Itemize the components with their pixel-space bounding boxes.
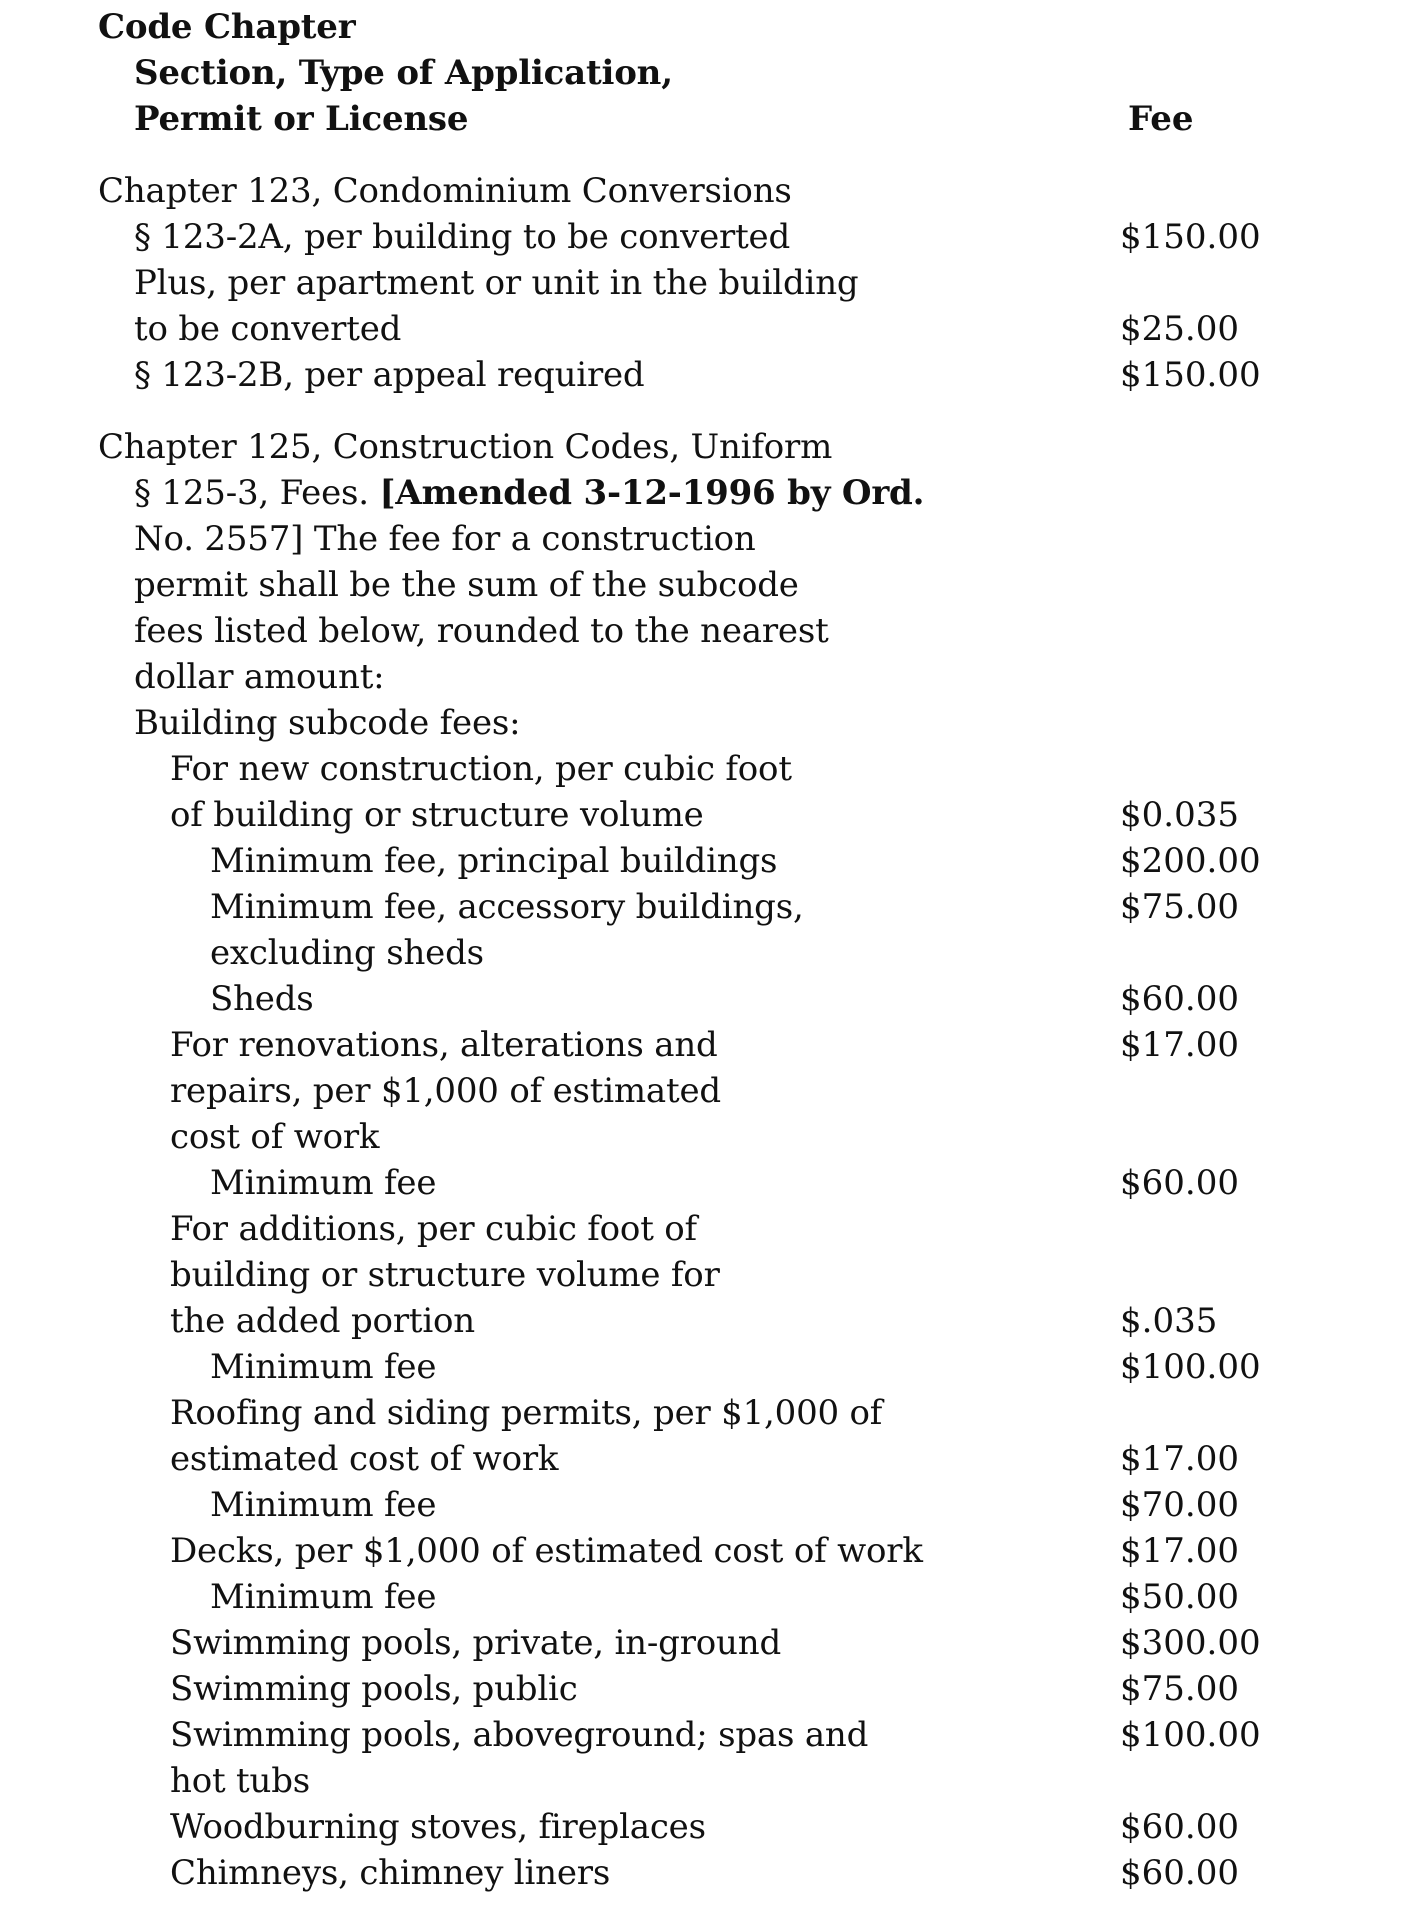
fee-amount: $17.00 (1120, 1025, 1239, 1065)
fee-label: building or structure volume for (170, 1255, 720, 1295)
fee-label: Minimum fee, principal buildings (210, 841, 778, 881)
fee-row (0, 976, 1414, 1022)
fee-amount: $200.00 (1120, 841, 1261, 881)
chapter-125-title (0, 424, 1414, 470)
fee-label: Plus, per apartment or unit in the building (134, 263, 859, 303)
fee-label: cost of work (170, 1117, 380, 1157)
paragraph-text: fees listed below, rounded to the nearest (134, 611, 829, 651)
fee-label: Woodburning stoves, fireplaces (170, 1807, 706, 1847)
fee-row (0, 1436, 1414, 1482)
fee-row (0, 930, 1414, 976)
fee-label: the added portion (170, 1301, 475, 1341)
fee-label: Swimming pools, private, in-ground (170, 1623, 782, 1663)
fee-row (0, 1252, 1414, 1298)
fee-label: Minimum fee (210, 1485, 437, 1525)
fee-row (0, 260, 1414, 306)
fee-label: of building or structure volume (170, 795, 704, 835)
fee-row (0, 1160, 1414, 1206)
fee-amount: $25.00 (1120, 309, 1239, 349)
fee-label: estimated cost of work (170, 1439, 559, 1479)
fee-label: § 123-2A, per building to be converted (134, 217, 791, 257)
fee-label: hot tubs (170, 1761, 311, 1801)
fee-row (0, 746, 1414, 792)
fee-label: repairs, per $1,000 of estimated (170, 1071, 721, 1111)
fee-amount: $75.00 (1120, 1669, 1239, 1709)
header-line-1 (0, 4, 1414, 50)
fee-label: For renovations, alterations and (170, 1025, 718, 1065)
fee-amount: $75.00 (1120, 887, 1239, 927)
fee-amount: $100.00 (1120, 1715, 1261, 1755)
chapter-title: Chapter 123, Condominium Conversions (98, 171, 792, 211)
fee-row (0, 1482, 1414, 1528)
subcode-heading (0, 700, 1414, 746)
header-line-3 (0, 96, 1414, 142)
header-section-type: Section, Type of Application, (134, 53, 673, 93)
fee-row (0, 1804, 1414, 1850)
fee-label: Minimum fee (210, 1577, 437, 1617)
fee-amount: $150.00 (1120, 355, 1261, 395)
paragraph-line (0, 654, 1414, 700)
section-125-3-line (0, 470, 1414, 516)
paragraph-line (0, 608, 1414, 654)
fee-row (0, 214, 1414, 260)
fee-row (0, 1344, 1414, 1390)
fee-row (0, 1666, 1414, 1712)
fee-amount: $100.00 (1120, 1347, 1261, 1387)
fee-amount: $.035 (1120, 1301, 1218, 1341)
fee-amount: $60.00 (1120, 979, 1239, 1019)
fee-label: Swimming pools, aboveground; spas and (170, 1715, 869, 1755)
fee-amount: $0.035 (1120, 795, 1239, 835)
fee-row (0, 1850, 1414, 1896)
fee-row (0, 352, 1414, 398)
paragraph-text: No. 2557] The fee for a construction (134, 519, 756, 559)
fee-label: Minimum fee (210, 1347, 437, 1387)
fee-label: For additions, per cubic foot of (170, 1209, 697, 1249)
fee-row (0, 306, 1414, 352)
fee-row (0, 1712, 1414, 1758)
fee-label: Chimneys, chimney liners (170, 1853, 611, 1893)
fee-amount: $150.00 (1120, 217, 1261, 257)
fee-amount: $17.00 (1120, 1531, 1239, 1571)
fee-label: Decks, per $1,000 of estimated cost of work (170, 1531, 923, 1571)
section-label (134, 470, 924, 516)
chapter-title: Chapter 125, Construction Codes, Uniform (98, 427, 833, 467)
fee-row (0, 1022, 1414, 1068)
fee-amount: $300.00 (1120, 1623, 1261, 1663)
fee-label: Minimum fee (210, 1163, 437, 1203)
fee-row (0, 1390, 1414, 1436)
fee-row (0, 1758, 1414, 1804)
fee-row (0, 1620, 1414, 1666)
paragraph-line (0, 516, 1414, 562)
fee-label: excluding sheds (210, 933, 484, 973)
fee-amount: $50.00 (1120, 1577, 1239, 1617)
fee-label: to be converted (134, 309, 402, 349)
fee-row (0, 1206, 1414, 1252)
fee-row (0, 884, 1414, 930)
paragraph-line (0, 562, 1414, 608)
subcode-title: Building subcode fees: (134, 703, 521, 743)
fee-amount: $60.00 (1120, 1163, 1239, 1203)
fee-row (0, 1574, 1414, 1620)
fee-row (0, 1298, 1414, 1344)
fee-label: For new construction, per cubic foot (170, 749, 792, 789)
fee-label: Roofing and siding permits, per $1,000 of (170, 1393, 883, 1433)
fee-label: Sheds (210, 979, 314, 1019)
fee-amount: $60.00 (1120, 1853, 1239, 1893)
fee-row (0, 1528, 1414, 1574)
fee-row (0, 1068, 1414, 1114)
fee-amount: $70.00 (1120, 1485, 1239, 1525)
fee-row (0, 838, 1414, 884)
paragraph-text: permit shall be the sum of the subcode (134, 565, 799, 605)
fee-row (0, 1114, 1414, 1160)
fee-label: § 123-2B, per appeal required (134, 355, 645, 395)
header-fee-column: Fee (1128, 99, 1194, 139)
header-line-2 (0, 50, 1414, 96)
header-permit-license: Permit or License (134, 99, 469, 139)
paragraph-text: dollar amount: (134, 657, 385, 697)
amendment-note: [Amended 3-12-1996 by Ord. (379, 473, 925, 513)
chapter-123-title (0, 168, 1414, 214)
fee-row (0, 792, 1414, 838)
fee-label: Swimming pools, public (170, 1669, 578, 1709)
section-prefix: § 125-3, Fees. (134, 473, 380, 513)
fee-amount: $17.00 (1120, 1439, 1239, 1479)
header-code-chapter: Code Chapter (98, 7, 356, 47)
fee-amount: $60.00 (1120, 1807, 1239, 1847)
fee-label: Minimum fee, accessory buildings, (210, 887, 804, 927)
